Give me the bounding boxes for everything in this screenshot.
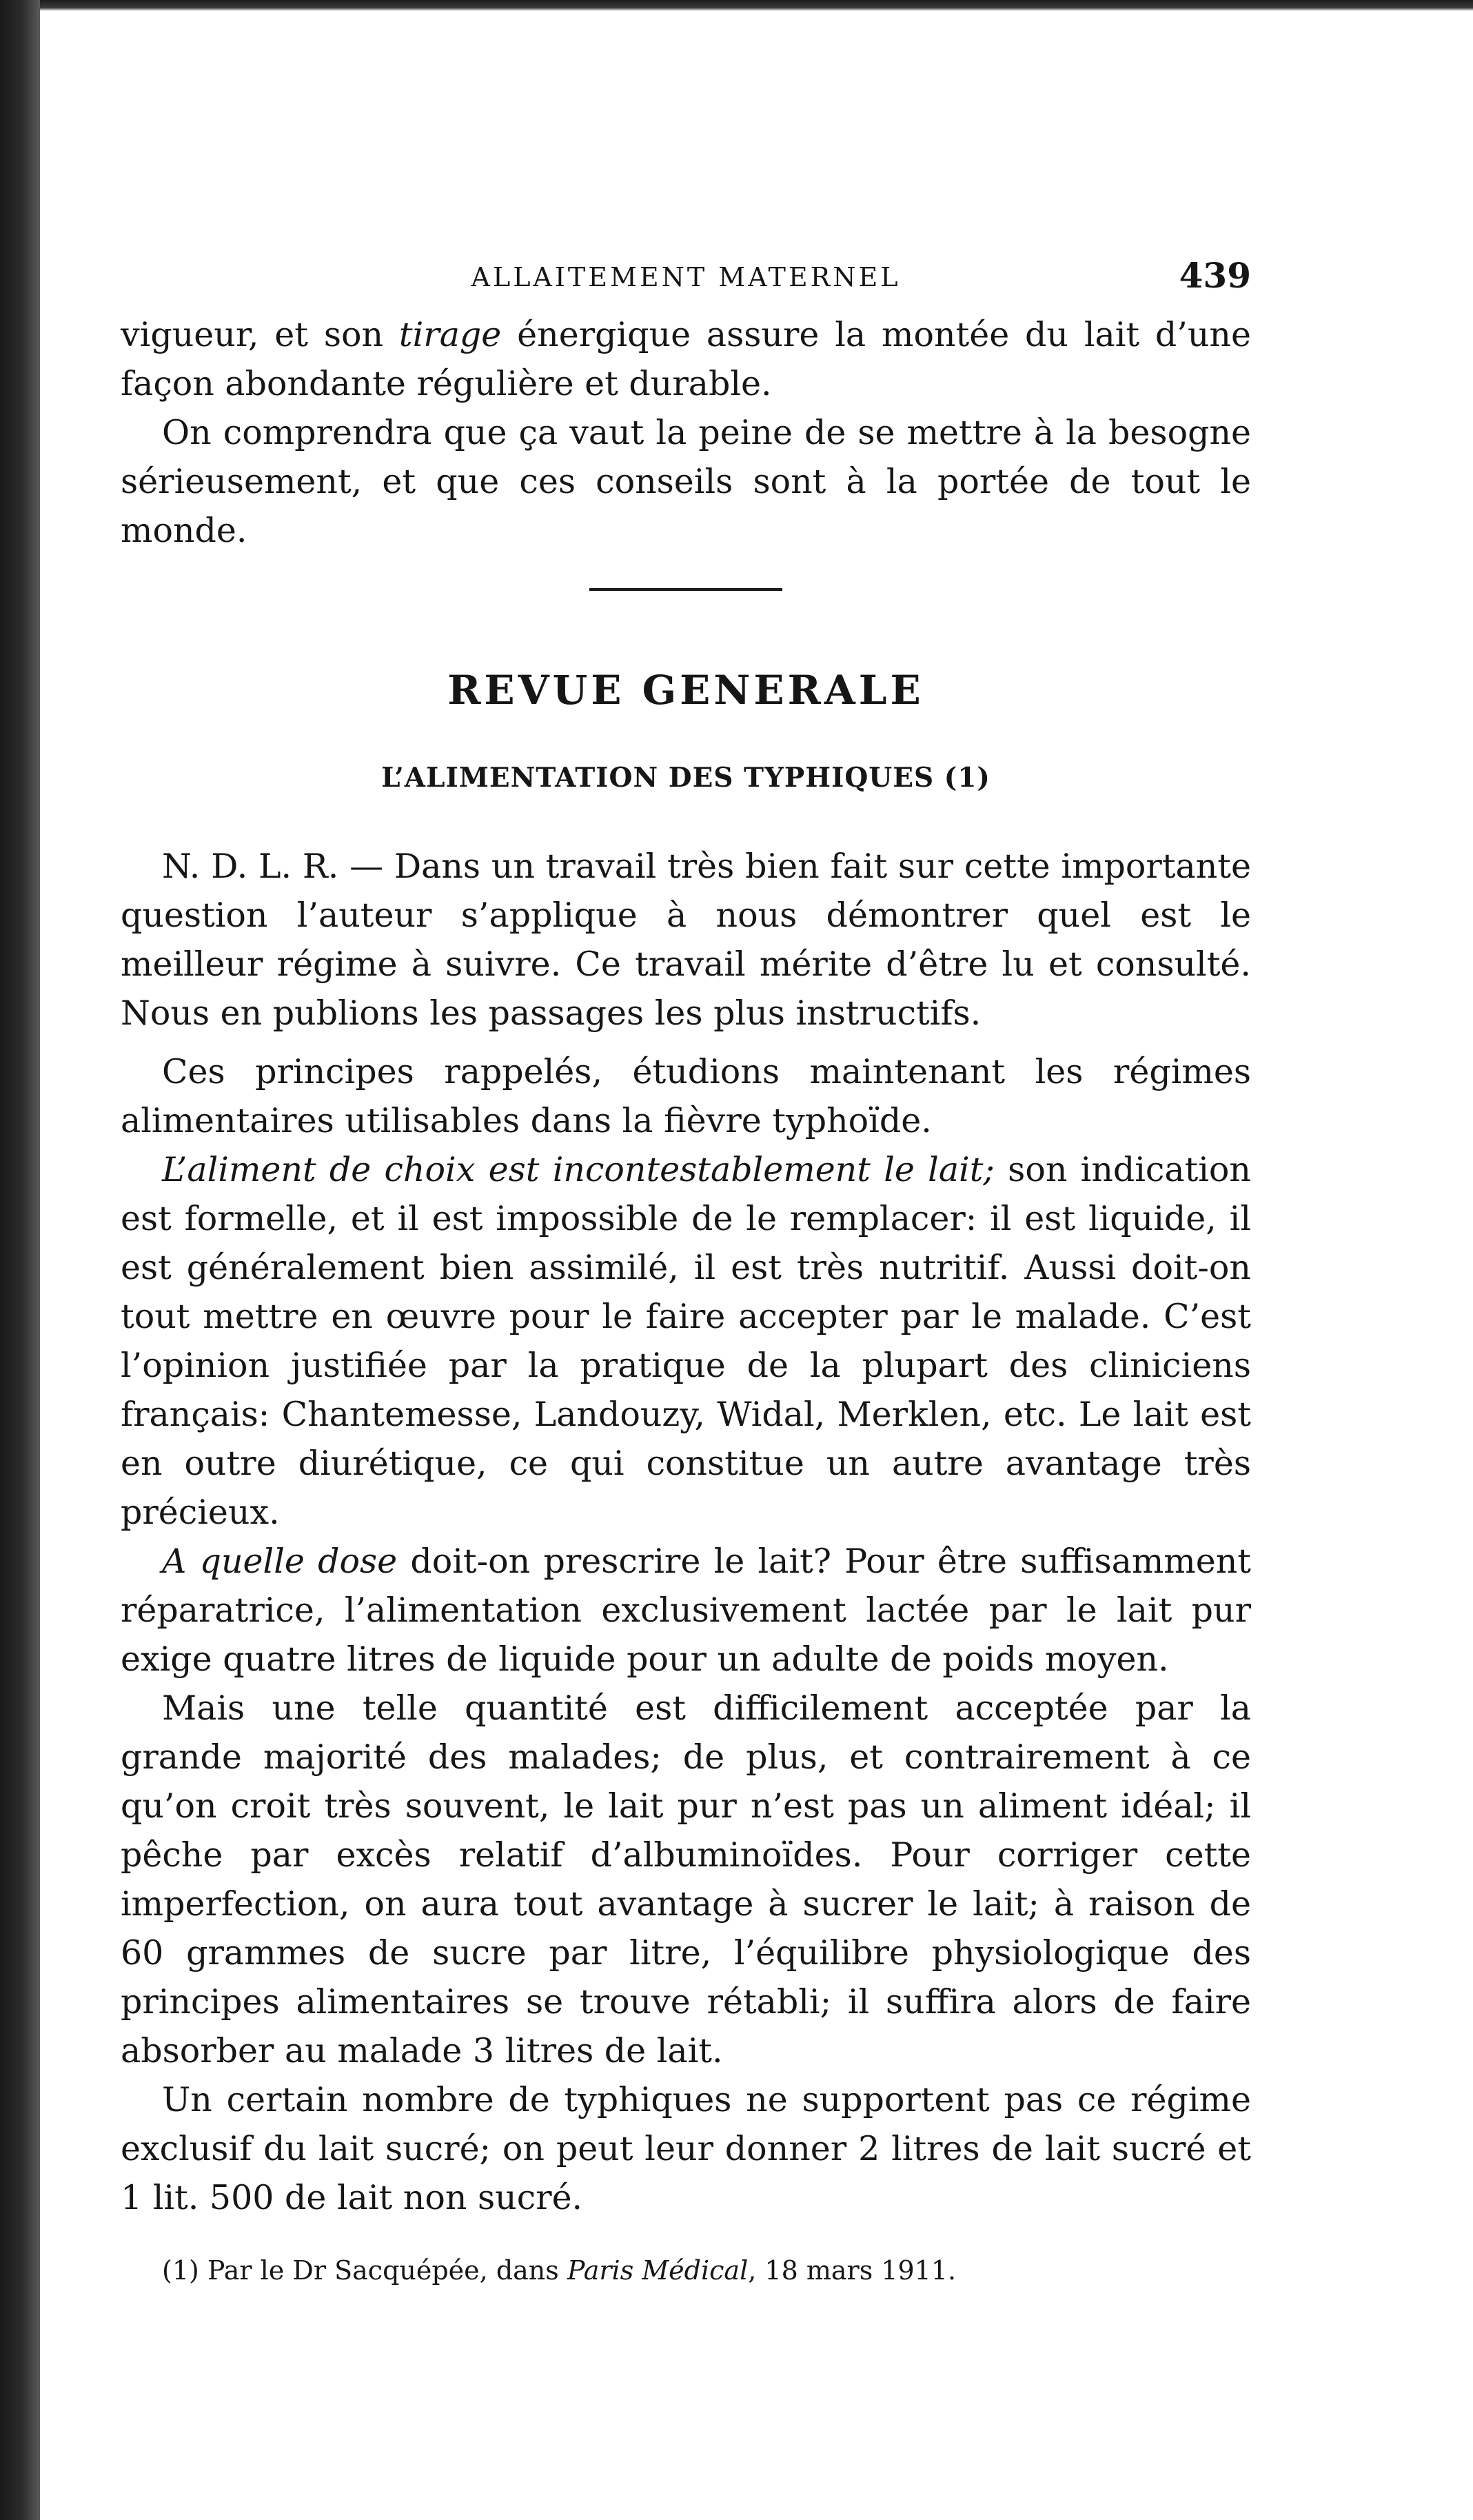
text-run: son indication est formelle, et il est impossible de le remplacer: il est liquide, il est généralement bien assimilé, il est très nutritif. Aussi doit-on tout mettre en œuvre pour le faire accepter par le malade. C’est l’opinion justifiée par la pratique de la plupart des cliniciens français: Chantemesse, Landouzy, Widal, Merklen, etc. Le lait est en outre diurétique, ce qui constitue un autre avantage très précieux.	[121, 1150, 1251, 1532]
body-paragraph: Ces principes rappelés, étudions maintenant les régimes alimentaires utilisables dans la fièvre typhoïde.	[121, 1052, 1251, 1140]
body-paragraph	[121, 1537, 1251, 1684]
body-paragraph	[121, 1145, 1251, 1537]
body-paragraph: Un certain nombre de typhiques ne supportent pas ce régime exclusif du lait sucré; on peut leur donner 2 litres de lait sucré et 1 lit. 500 de lait non sucré.	[121, 2080, 1251, 2217]
page-number: 439	[1179, 255, 1251, 296]
section-title: REVUE GENERALE	[447, 667, 924, 714]
article-title: L’ALIMENTATION DES TYPHIQUES (1)	[381, 762, 991, 794]
running-title: ALLAITEMENT MATERNEL	[471, 262, 901, 292]
footnote-text: (1) Par le Dr Sacquépée, dans	[162, 2255, 567, 2286]
closing-paragraph: On comprendra que ça vaut la peine de se mettre à la besogne sérieusement, et que ces conseils sont à la portée de tout le monde.	[121, 413, 1251, 550]
editor-note-paragraph: N. D. L. R. — Dans un travail très bien fait sur cette importante question l’auteur s’applique à nous démontrer quel est le meilleur régime à suivre. Ce travail mérite d’être lu et consulté. Nous en publions les passages les plus instructifs.	[121, 847, 1251, 1033]
text-run: vigueur, et son	[121, 315, 399, 354]
scan-edge-top	[40, 0, 1473, 11]
scan-edge-left	[0, 0, 40, 2520]
italic-lead: L’aliment de choix est incontestablement le lait;	[162, 1150, 995, 1189]
continuation-paragraph	[121, 310, 1251, 408]
body-paragraph: Mais une telle quantité est difficilement acceptée par la grande majorité des malades; de plus, et contrairement à ce qu’on croit très souvent, le lait pur n’est pas un aliment idéal; il pêche par excès relatif d’albuminoïdes. Pour corriger cette imperfection, on aura tout avantage à sucrer le lait; à raison de 60 grammes de sucre par litre, l’équilibre physiologique des principes alimentaires se trouve rétabli; il suffira alors de faire absorber au malade 3 litres de lait.	[121, 1689, 1251, 2070]
footnote	[121, 2250, 1251, 2291]
running-head	[121, 248, 1251, 310]
text-run: doit-on prescrire le lait? Pour être suffisamment réparatrice, l’alimentation exclusivement lactée par le lait pur exige quatre litres de liquide pour un adulte de poids moyen.	[121, 1542, 1251, 1679]
italic-term: tirage	[398, 315, 502, 354]
text-run: énergique assure la montée du lait d’une façon abondante régulière et durable.	[121, 315, 1251, 403]
italic-lead: A quelle dose	[162, 1542, 398, 1581]
section-divider	[589, 588, 782, 591]
book-page	[121, 248, 1251, 2291]
footnote-text: , 18 mars 1911.	[748, 2255, 957, 2286]
footnote-source: Paris Médical	[567, 2255, 749, 2286]
